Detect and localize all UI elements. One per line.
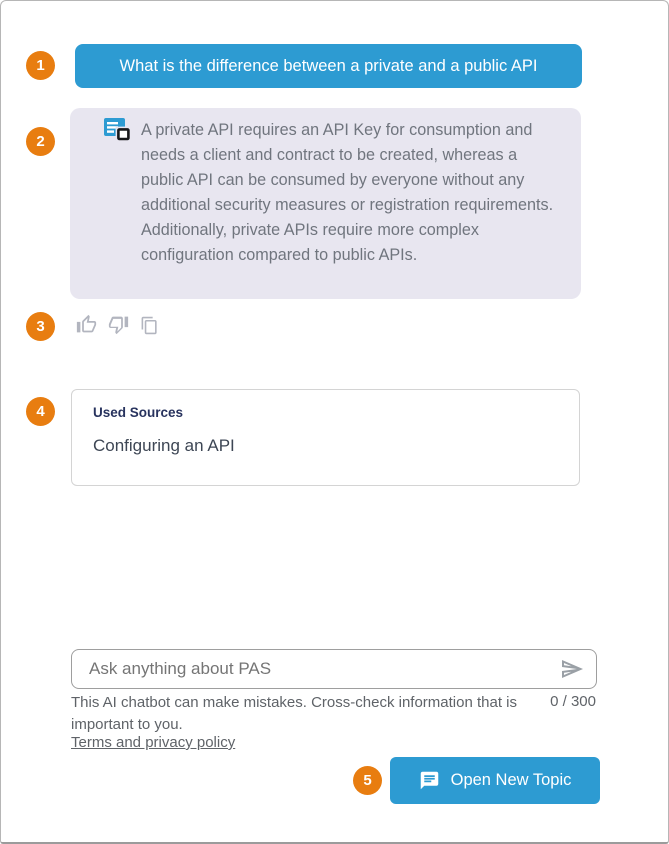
feedback-toolbar xyxy=(76,314,161,335)
chat-input[interactable] xyxy=(72,650,552,688)
chatbot-logo-icon xyxy=(104,118,131,144)
bot-message-text: A private API requires an API Key for consumption and needs a client and contract to be created, whereas a public API can be consumed by everyone without any additional security measures or registration requirements. Additionally, private APIs require more complex configuration compared to public APIs. xyxy=(141,121,554,264)
annotation-badge-5: 5 xyxy=(353,766,382,795)
send-button[interactable] xyxy=(560,657,584,681)
thumbs-up-icon xyxy=(76,314,97,335)
copy-button[interactable] xyxy=(140,314,161,335)
char-counter: 0 / 300 xyxy=(550,693,596,710)
user-message-bubble: What is the difference between a private and a public API xyxy=(75,44,582,88)
source-link[interactable]: Configuring an API xyxy=(93,436,235,455)
annotation-badge-2: 2 xyxy=(26,127,55,156)
chat-input-container xyxy=(71,649,597,689)
annotation-badge-1: 1 xyxy=(26,51,55,80)
copy-icon xyxy=(140,316,159,335)
chat-bubble-icon xyxy=(419,770,440,791)
thumbs-down-icon xyxy=(108,314,129,335)
annotation-badge-4: 4 xyxy=(26,397,55,426)
terms-link[interactable]: Terms and privacy policy xyxy=(71,734,236,751)
open-new-topic-label: Open New Topic xyxy=(450,771,572,789)
open-new-topic-button[interactable] xyxy=(390,757,600,804)
disclaimer-text: This AI chatbot can make mistakes. Cross-check information that is important to you. xyxy=(71,694,518,733)
used-sources-panel xyxy=(71,389,580,486)
used-sources-heading: Used Sources xyxy=(93,405,184,420)
thumbs-down-button[interactable] xyxy=(108,314,129,335)
thumbs-up-button[interactable] xyxy=(76,314,97,335)
bot-message-bubble xyxy=(70,108,581,299)
send-icon xyxy=(560,657,584,681)
annotation-badge-3: 3 xyxy=(26,312,55,341)
